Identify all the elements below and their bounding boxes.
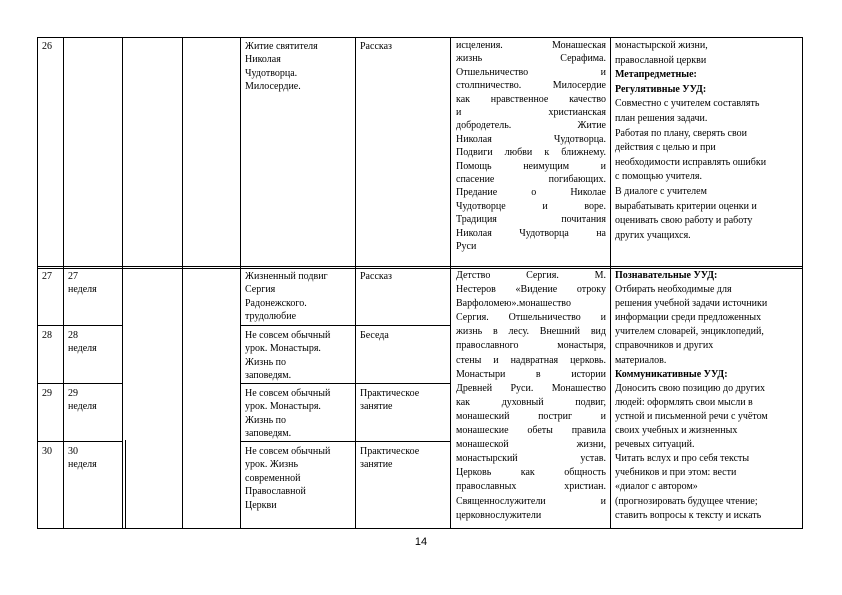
col-divider [63, 37, 64, 529]
uud-line: речевых ситуаций. [615, 439, 695, 451]
row-number: 30 [42, 446, 52, 457]
table-border-top [37, 37, 803, 38]
uud-line: Отбирать необходимые для [615, 284, 732, 296]
col-divider [122, 37, 123, 529]
content-line: Николая Чудотворца на [456, 227, 606, 239]
lesson-content [456, 269, 606, 523]
row-number: 29 [42, 388, 52, 399]
page-number: 14 [414, 536, 428, 548]
week-line: 28 [68, 330, 78, 341]
topic-line: урок. Монастыря. [245, 401, 321, 413]
content-line: как нравственное качество [456, 93, 606, 105]
row-divider [37, 325, 123, 326]
content-line: исцеления. Монашеская [456, 40, 606, 51]
uud-line: своих учебных и жизненных [615, 425, 738, 437]
uud-heading: Регулятивные УУД: [615, 83, 707, 95]
content-line: Монастыри в истории [456, 368, 606, 380]
week-line: 29 [68, 388, 78, 399]
uud-line: «диалог с автором» [615, 481, 698, 493]
form-line: занятие [360, 401, 393, 413]
topic-line: Церкви [245, 499, 277, 511]
uud-line: справочников и других [615, 340, 714, 352]
content-line: Сергия. Отшельничество и [456, 312, 606, 324]
week-line: неделя [68, 401, 97, 413]
row-divider [37, 266, 803, 267]
lesson-topic [245, 329, 353, 383]
content-line: монастырский устав. [456, 453, 606, 465]
lesson-topic [245, 387, 353, 441]
content-line: православного монастыря, [456, 340, 606, 352]
content-line: Руси [456, 241, 477, 253]
week-label [68, 270, 120, 297]
lesson-form [360, 270, 448, 283]
uud-line: В диалоге с учителем [615, 185, 707, 197]
content-line: монашеской жизни, [456, 439, 606, 451]
topic-line: Милосердие. [245, 81, 301, 93]
row-divider [240, 325, 451, 326]
uud-line: решения учебной задачи источники [615, 298, 768, 310]
week-line: неделя [68, 284, 97, 296]
form-line: Рассказ [360, 271, 392, 282]
week-line: неделя [68, 343, 97, 355]
uud-line: учителем словарей, энциклопедий, [615, 326, 764, 338]
uud-line: людей: оформлять свои мысли в [615, 396, 753, 408]
row-number: 28 [42, 330, 52, 341]
content-line: Древней Руси. Монашество [456, 382, 606, 394]
lesson-form [360, 387, 448, 414]
uud-line: устной и письменной речи с учётом [615, 410, 768, 422]
topic-line: Жизненный подвиг [245, 271, 328, 282]
content-line: жизнь в лесу. Внешний вид [456, 326, 606, 338]
topic-line: Жизнь по [245, 356, 287, 368]
topic-line: Житие святителя [245, 41, 318, 52]
content-line: Отшельничество и [456, 66, 606, 78]
uud-line: монастырской жизни, [615, 40, 708, 51]
table-border-bottom [37, 528, 803, 529]
topic-line: Не совсем обычный [245, 388, 331, 399]
row-divider [37, 383, 123, 384]
topic-line: заповедям. [245, 428, 292, 440]
col-divider [450, 37, 451, 529]
lesson-topic [245, 270, 353, 324]
uud-description [615, 269, 801, 523]
uud-line: Доносить свою позицию до других [615, 382, 766, 394]
content-line: Традиция почитания [456, 214, 606, 226]
table-border-right [802, 37, 803, 529]
topic-line: заповедям. [245, 370, 292, 382]
lesson-topic [245, 445, 353, 512]
content-line: Церковь как общность [456, 467, 606, 479]
uud-description [615, 39, 801, 243]
content-line: монашеские обеты правила [456, 425, 606, 437]
content-line: стены и надвратная церковь. [456, 354, 606, 366]
topic-line: трудолюбие [245, 311, 297, 323]
uud-line: учебников и при этом: вести [615, 467, 737, 479]
lesson-form: Рассказ [360, 41, 392, 52]
week-label [68, 329, 120, 356]
week-line: 30 [68, 446, 78, 457]
col-divider [355, 37, 356, 529]
topic-line: Николая [245, 54, 281, 66]
row-number: 26 [42, 41, 52, 52]
lesson-form [360, 445, 448, 472]
col-divider [240, 37, 241, 529]
week-line: 27 [68, 271, 78, 282]
col-divider-double [125, 440, 126, 529]
row-divider [240, 383, 451, 384]
content-line: Николая Чудотворца. [456, 133, 606, 145]
content-line: и христианская [456, 107, 606, 119]
uud-line: ставить вопросы к тексту и искать [615, 509, 762, 521]
row-divider [240, 441, 451, 442]
uud-line: Работая по плану, сверять свои [615, 127, 747, 139]
table-border-left [37, 37, 38, 529]
topic-line: современной [245, 472, 301, 484]
row-divider [37, 441, 123, 442]
content-line: Подвиги любви к ближнему. [456, 147, 606, 159]
uud-line: других учащихся. [615, 229, 691, 241]
uud-line: действия с целью и при [615, 142, 716, 154]
content-line: добродетель. Житие [456, 120, 606, 132]
content-line: Помощь неимущим и [456, 160, 606, 172]
uud-line: материалов. [615, 354, 667, 366]
lesson-form [360, 329, 448, 342]
content-line: спасение погибающих. [456, 174, 606, 186]
form-line: занятие [360, 459, 393, 471]
topic-line: урок. Жизнь [245, 459, 299, 471]
week-line: неделя [68, 459, 97, 471]
content-line: как духовный подвиг, [456, 396, 606, 408]
week-label [68, 445, 120, 472]
content-line: православных христиан. [456, 481, 606, 493]
lesson-content [456, 39, 606, 254]
topic-line: урок. Монастыря. [245, 343, 321, 355]
uud-heading: Познавательные УУД: [615, 270, 718, 281]
uud-line: план решения задачи. [615, 112, 708, 124]
content-line: Предание о Николае [456, 187, 606, 199]
uud-heading: Коммуникативные УУД: [615, 368, 728, 380]
uud-line: Совместно с учителем составлять [615, 98, 760, 110]
content-line: монашеский постриг и [456, 410, 606, 422]
topic-line: Не совсем обычный [245, 446, 331, 457]
content-line: Чудотворце и воре. [456, 200, 606, 212]
form-line: Беседа [360, 330, 389, 341]
content-line: Детство Сергия. М. [456, 270, 606, 281]
topic-line: Радонежского. [245, 297, 307, 309]
uud-line: православной церкви [615, 54, 707, 66]
week-label [68, 387, 120, 414]
content-line: жизнь Серафима. [456, 53, 606, 65]
topic-line: Не совсем обычный [245, 330, 331, 341]
uud-line: с помощью учителя. [615, 171, 702, 183]
content-line: Варфоломею».монашество [456, 298, 571, 310]
uud-line: вырабатывать критерии оценки и [615, 200, 757, 212]
col-divider [182, 37, 183, 529]
content-line: Нестеров «Видение отроку [456, 284, 606, 296]
uud-line: (прогнозировать будущее чтение; [615, 495, 758, 507]
content-line: церковнослужители [456, 509, 542, 521]
uud-line: необходимости исправлять ошибки [615, 156, 767, 168]
form-line: Практическое [360, 446, 420, 457]
row-number: 27 [42, 271, 52, 282]
topic-line: Сергия [245, 284, 276, 296]
content-line: столпничество. Милосердие [456, 80, 606, 92]
content-line: Священнослужители и [456, 495, 606, 507]
col-divider [610, 37, 611, 529]
form-line: Практическое [360, 388, 420, 399]
topic-line: Православной [245, 486, 306, 498]
topic-line: Жизнь по [245, 414, 287, 426]
uud-line: Читать вслух и про себя тексты [615, 453, 750, 465]
uud-heading: Метапредметные: [615, 69, 697, 81]
uud-line: информации среди предложенных [615, 312, 762, 324]
uud-line: оценивать свою работу и работу [615, 215, 753, 227]
topic-line: Чудотворца. [245, 67, 298, 79]
lesson-topic [245, 40, 353, 94]
